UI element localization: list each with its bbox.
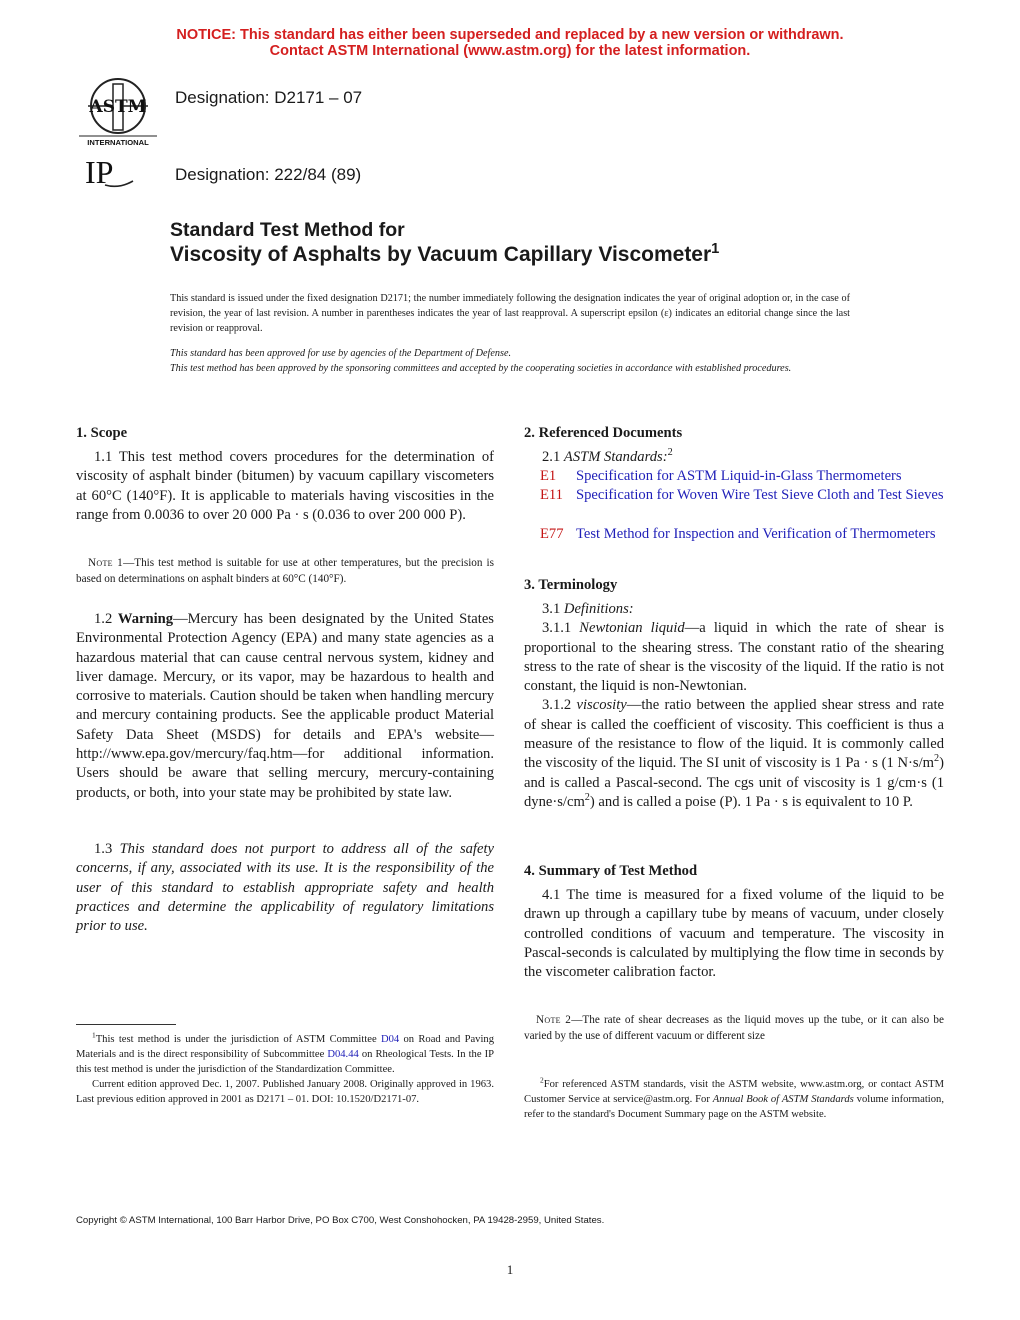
ip-logo-text: IP — [85, 156, 114, 190]
footnote-1 — [76, 1032, 494, 1107]
subcommittee-d0444-link[interactable]: D04.44 — [327, 1049, 359, 1060]
astm-standards-label: ASTM Standards: — [563, 449, 668, 465]
definition-viscosity-b: ) and is called a Pascal-second. The cgs unit of viscosity is 1 g/cm·s (1 dyne·s/cm — [524, 755, 944, 810]
footnote-2-text-b: volume information, refer to the standard's Document Summary page on the ASTM website. — [524, 1094, 944, 1120]
footnote-1-mark: 1 — [92, 1030, 96, 1040]
note-2-label: Note 2 — [536, 1014, 572, 1026]
astm-logo-subtitle: INTERNATIONAL — [87, 138, 149, 147]
page-title — [170, 243, 719, 267]
paragraph-2-1-number: 2.1 — [542, 449, 561, 465]
title-line-1: Standard Test Method for — [170, 219, 405, 241]
reference-e77-code[interactable]: E77 — [540, 526, 564, 542]
astm-logo-text: ASTM — [89, 97, 147, 117]
page-number: 1 — [506, 1262, 514, 1277]
footnote-1-text-c: on Rheological Tests. In the IP this test method is under the jurisdiction of the Standardization Committee. — [76, 1049, 494, 1075]
committee-d04-link[interactable]: D04 — [380, 1034, 400, 1045]
reference-e1-title[interactable]: Specification for ASTM Liquid-in-Glass Thermometers — [576, 468, 902, 484]
paragraph-4-1: 4.1 The time is measured for a fixed volume of the liquid to be drawn up through a capillary tube by means of vacuum, under closely controlled conditions of vacuum and temperature. The viscosity in Pascal-seconds is calculated by multiplying the flow time in seconds by the viscometer calibration factor. — [524, 887, 944, 981]
definition-newtonian-liquid: —a liquid in which the rate of shear is proportional to the shearing stress. The constant ratio of the shearing stress to the rate of shear is the viscosity of the liquid. If the ratio is not constant, the liquid is non-Newtonian. — [524, 620, 944, 695]
reference-e77-title[interactable]: Test Method for Inspection and Verification of Thermometers — [576, 526, 936, 542]
paragraph-1-1: 1.1 This test method covers procedures for the determination of viscosity of asphalt binder (bitumen) by vacuum capillary viscometers at 60°C (140°F). It is applicable to materials having viscosities in the range from 0.0036 to over 20 000 Pa · s (0.036 to over 200 000 P). — [76, 449, 494, 523]
footnote-divider — [76, 1024, 176, 1025]
warning-label: Warning — [117, 611, 174, 627]
superscript-2: 2 — [584, 792, 590, 804]
paragraph-3-1-1-number: 3.1.1 — [542, 620, 572, 637]
footnote-2-text-a: For referenced ASTM standards, visit the ASTM website, www.astm.org, or contact ASTM Customer Service at service@astm.org. For — [524, 1079, 944, 1105]
scope-heading: 1. Scope — [76, 425, 128, 441]
paragraph-1-2-text: —Mercury has been designated by the United States Environmental Protection Agency (EPA) and many state agencies as a hazardous material that can cause central nervous system, kidney and liver damage. Mercury, or its vapor, may be hazardous to health and corrosive to materials. Caution should be taken when handling mercury and mercury containing products. See the applicable product Material Safety Data Sheet (MSDS) for details and EPA's website—http://www.epa.gov/mercury/faq.htm—for additional information. Users should be aware that selling mercury, mercury-containing products, or both, into your state may be prohibited by state law. — [76, 611, 494, 801]
definitions-label: Definitions: — [563, 601, 634, 617]
reference-e1-code[interactable]: E1 — [540, 468, 557, 484]
astm-standards-footnote-mark: 2 — [667, 447, 673, 459]
notice-line-1: NOTICE: This standard has either been superseded and replaced by a new version or withdrawn. — [176, 27, 844, 43]
term-viscosity: viscosity — [576, 697, 627, 714]
designation-astm: Designation: D2171 – 07 — [175, 88, 363, 107]
paragraph-1-2-number: 1.2 — [94, 611, 113, 627]
paragraph-1-3-number: 1.3 — [94, 841, 113, 857]
definition-viscosity-a: —the ratio between the applied shear stress and rate of shear is called the coefficient of viscosity. This coefficient is thus a measure of the resistance to flow of the liquid. It is commonly called the viscosity of the liquid. The SI unit of viscosity is 1 Pa · s (1 N·s/m — [524, 697, 944, 772]
note-2-text: —The rate of shear decreases as the liquid moves up the tube, or it can also be varied by the use of different vacuum or different size — [524, 1014, 944, 1042]
title-line-2: Viscosity of Asphalts by Vacuum Capillary Viscometer — [170, 243, 712, 266]
footnote-2-annual-book: Annual Book of ASTM Standards — [712, 1094, 854, 1105]
summary-heading: 4. Summary of Test Method — [524, 863, 698, 879]
ip-logo-icon — [83, 156, 153, 190]
note-1-label: Note 1 — [88, 557, 124, 569]
referenced-documents-heading: 2. Referenced Documents — [524, 425, 683, 441]
note-2 — [524, 1012, 944, 1044]
term-newtonian-liquid: Newtonian liquid — [579, 620, 685, 637]
footnote-1-text-a: This test method is under the jurisdiction of ASTM Committee — [95, 1034, 381, 1045]
footnote-2-mark: 2 — [540, 1075, 544, 1085]
definition-viscosity-c: ) and is called a poise (P). 1 Pa · s is equivalent to 10 P. — [589, 793, 913, 810]
astm-logo-icon — [76, 76, 160, 148]
reference-e77[interactable] — [540, 525, 944, 544]
copyright: Copyright © ASTM International, 100 Barr Harbor Drive, PO Box C700, West Conshohocken, PA 19428-2959, United States. — [76, 1215, 605, 1226]
section-1-3 — [76, 840, 494, 936]
note-1-text: —This test method is suitable for use at other temperatures, but the precision is based on determinations on asphalt binders at 60°C (140°F). — [76, 557, 494, 585]
designation-ip: Designation: 222/84 (89) — [175, 165, 362, 184]
superscript-1: 2 — [934, 753, 940, 765]
title-footnote-mark: 1 — [711, 241, 720, 257]
section-1-1 — [76, 448, 494, 525]
preamble-dod: This standard has been approved for use by agencies of the Department of Defense. — [170, 348, 512, 359]
terminology-heading: 3. Terminology — [524, 577, 618, 593]
paragraph-3-1-number: 3.1 — [542, 601, 561, 617]
section-1-2 — [76, 610, 494, 803]
preamble-issued: This standard is issued under the fixed designation D2171; the number immediately following the designation indicates the year of original adoption or, in the case of revision, the year of last revision. A number in parentheses indicates the year of last reapproval. A superscript epsilon (ε) indicates an editorial change since the last revision or reapproval. — [170, 293, 850, 334]
section-4-1 — [524, 886, 944, 982]
section-2-1 — [524, 448, 944, 467]
reference-e11[interactable] — [540, 486, 944, 505]
notice-line-2: Contact ASTM International (www.astm.org) for the latest information. — [269, 43, 751, 59]
footnote-1-text-b: on Road and Paving Materials and is the direct responsibility of Subcommittee — [76, 1034, 494, 1060]
astm-logo — [76, 76, 160, 148]
reference-e11-title[interactable]: Specification for Woven Wire Test Sieve Cloth and Test Sieves — [576, 487, 944, 503]
note-1 — [76, 555, 494, 587]
footnote-2 — [524, 1077, 944, 1122]
ip-logo — [83, 156, 153, 190]
section-3 — [524, 600, 944, 812]
preamble-approved: This test method has been approved by the sponsoring committees and accepted by the cooperating societies in accordance with established procedures. — [170, 363, 792, 374]
footnote-1-edition: Current edition approved Dec. 1, 2007. Published January 2008. Originally approved in 1963. Last previous edition approved in 2001 as D2171 – 01. DOI: 10.1520/D2171-07. — [76, 1079, 494, 1105]
reference-e11-code[interactable]: E11 — [540, 487, 563, 503]
paragraph-3-1-2-number: 3.1.2 — [542, 697, 572, 714]
reference-e1[interactable] — [540, 467, 944, 486]
paragraph-1-3-text: This standard does not purport to address all of the safety concerns, if any, associated with its use. It is the responsibility of the user of this standard to establish appropriate safety and health practices and determine the applicability of regulatory limitations prior to use. — [76, 841, 494, 935]
